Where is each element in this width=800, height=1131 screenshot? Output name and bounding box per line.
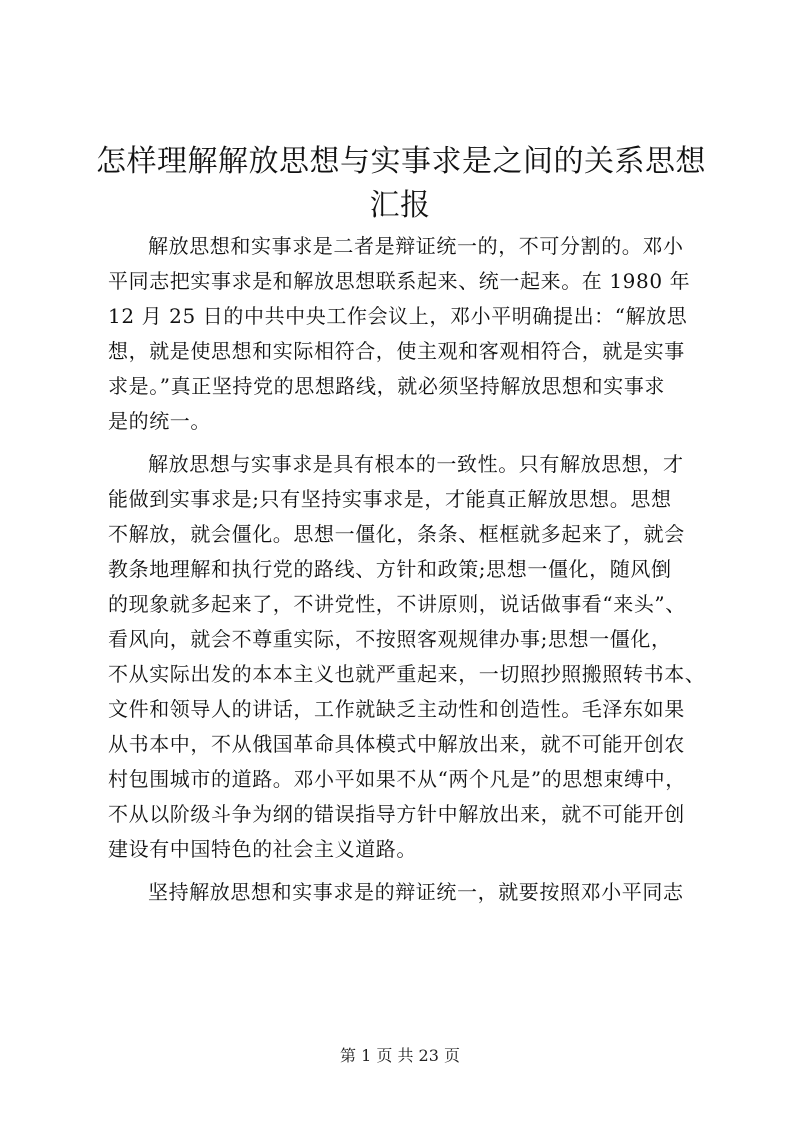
text-line: 建设有中国特色的社会主义道路。 [108,837,417,861]
paragraph-spacing [108,867,698,875]
text-line: 教条地理解和执行党的路线、方针和政策;思想一僵化，随风倒 [108,557,672,581]
text-line: 解放思想与实事求是具有根本的一致性。只有解放思想，才 [148,452,684,476]
text-line: 求是。”真正坚持党的思想路线，就必须坚持解放思想和实事求 [108,374,666,398]
text-line: 不从实际出发的本本主义也就严重起来，一切照抄照搬照转书本、 [108,662,706,686]
paragraph [108,875,698,910]
text-line: 的现象就多起来了，不讲党性，不讲原则，说话做事看“来头”、 [108,592,686,616]
paragraph [108,229,698,439]
text-line: 平同志把实事求是和解放思想联系起来、统一起来。在 1980 年 [108,269,691,293]
text-line: 能做到实事求是;只有坚持实事求是，才能真正解放思想。思想 [108,487,672,511]
text-line: 看风向，就会不尊重实际，不按照客观规律办事;思想一僵化， [108,627,672,651]
text-line: 文件和领导人的讲话，工作就缺乏主动性和创造性。毛泽东如果 [108,697,685,721]
text-line: 解放思想和实事求是二者是辩证统一的，不可分割的。邓小 [148,234,684,258]
text-line: 坚持解放思想和实事求是的辩证统一，就要按照邓小平同志 [148,880,684,904]
document-title [96,140,704,228]
text-line: 想，就是使思想和实际相符合，使主观和客观相符合，就是实事 [108,339,685,363]
text-line: 不解放，就会僵化。思想一僵化，条条、框框就多起来了，就会 [108,522,685,546]
paragraph [108,447,706,867]
text-line: 是的统一。 [108,409,211,433]
paragraph-spacing [108,439,698,447]
text-line: 从书本中，不从俄国革命具体模式中解放出来，就不可能开创农 [108,732,685,756]
text-line: 12 月 25 日的中共中央工作会议上，邓小平明确提出：“解放思 [108,304,688,328]
document-body [108,229,706,910]
page-footer: 第 1 页 共 23 页 [340,1046,460,1065]
text-line: 村包围城市的道路。邓小平如果不从“两个凡是”的思想束缚中， [108,767,686,791]
title-line: 汇报 [369,188,431,223]
title-line: 怎样理解解放思想与实事求是之间的关系思想 [96,144,706,179]
text-line: 不从以阶级斗争为纲的错误指导方针中解放出来，就不可能开创 [108,802,685,826]
